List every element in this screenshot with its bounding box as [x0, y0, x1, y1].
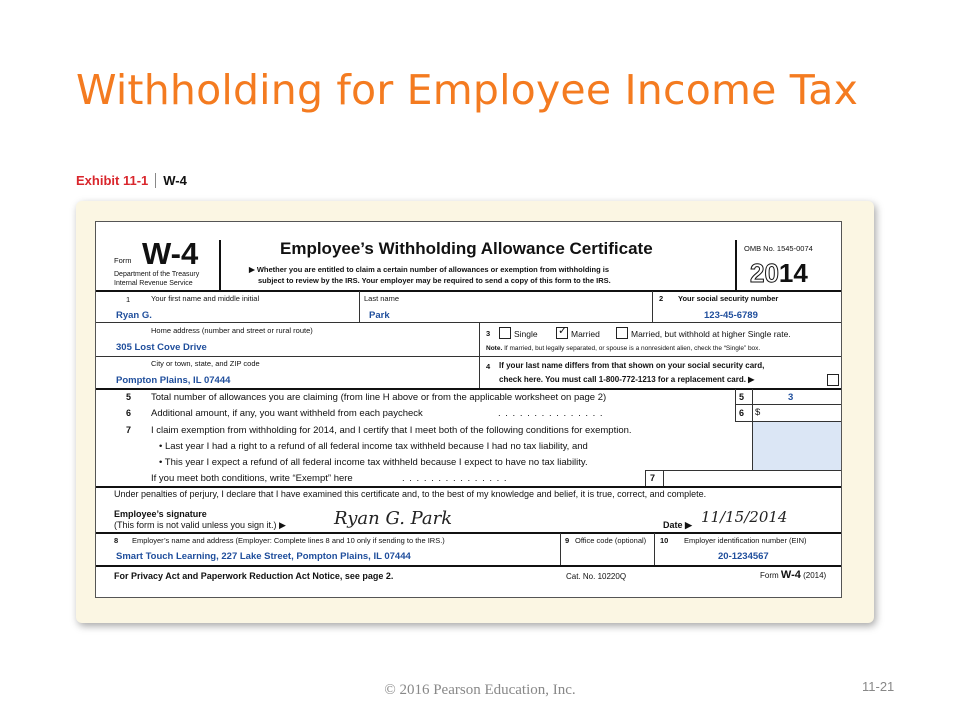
line10-label: Employer identification number (EIN): [684, 536, 807, 545]
married-checkmark-icon: ✓: [558, 325, 568, 337]
agency-line-2: Internal Revenue Service: [114, 280, 193, 287]
note-bold: Note.: [486, 345, 503, 352]
cat-number: Cat. No. 10220Q: [566, 572, 627, 581]
line2-number: 2: [659, 294, 664, 303]
signature-note: (This form is not valid unless you sign it.) ▶: [114, 520, 286, 530]
form-heading: Employee’s Withholding Allowance Certificate: [280, 239, 653, 258]
single-checkbox[interactable]: [499, 327, 511, 339]
line6-dots: . . . . . . . . . . . . . . .: [498, 408, 604, 419]
exhibit-label: Exhibit 11-1: [76, 173, 149, 188]
additional-amount-value[interactable]: $: [755, 407, 761, 418]
line7-shaded-area: [753, 422, 841, 470]
first-name-value[interactable]: Ryan G.: [116, 310, 152, 321]
line3-number: 3: [486, 329, 491, 338]
header-divider-left: [219, 240, 221, 290]
divider-line7-value: [663, 470, 664, 486]
form-word: Form: [114, 256, 132, 265]
line7-text: I claim exemption from withholding for 2014, and I certify that I meet both of the following conditions for exemption.: [151, 425, 632, 436]
line8-number: 8: [114, 536, 119, 545]
line10-number: 10: [660, 536, 669, 545]
line7-dots: . . . . . . . . . . . . . . .: [402, 473, 508, 484]
slide-title: Withholding for Employee Income Tax: [76, 66, 859, 114]
footer-form-year: (2014): [803, 571, 827, 580]
rule-line1: [96, 322, 841, 323]
divider-line7-box: [645, 470, 646, 486]
line9-label: Office code (optional): [575, 536, 647, 545]
divider-lastname: [359, 291, 360, 322]
rule-city: [96, 388, 841, 390]
address-label: Home address (number and street or rural route): [151, 326, 313, 335]
employee-signature[interactable]: Ryan G. Park: [334, 508, 453, 529]
divider-line10: [654, 533, 655, 565]
form-year: [750, 258, 808, 289]
rule-header: [96, 290, 841, 292]
line8-label: Employer’s name and address (Employer: Complete lines 8 and 10 only if sending to the IRS.): [132, 536, 445, 545]
rule-signature: [96, 532, 841, 534]
instruction-line-2: subject to review by the IRS. Your employer may be required to send a copy of this form to the IRS.: [258, 276, 611, 285]
employer-value[interactable]: Smart Touch Learning, 227 Lake Street, Pompton Plains, IL 07444: [116, 551, 411, 562]
date-label: Date ▶: [663, 520, 692, 530]
last-name-label: Last name: [364, 294, 400, 303]
line2-label: Your social security number: [678, 294, 779, 303]
line7-number: 7: [126, 425, 132, 435]
w4-form: [95, 221, 842, 598]
line4-checkbox[interactable]: [827, 374, 839, 386]
line4-text-2: check here. You must call 1-800-772-1213 for a replacement card. ▶: [499, 375, 755, 384]
line5-text: Total number of allowances you are claiming (from line H above or from the applicable worksheet on page 2): [151, 392, 607, 403]
exhibit-name: W-4: [163, 173, 187, 188]
married-label: Married: [571, 329, 600, 339]
line5-number: 5: [126, 392, 132, 402]
rule-line7: [96, 486, 841, 488]
ein-value[interactable]: 20-1234567: [718, 551, 769, 562]
line7-bullet-1: • Last year I had a right to a refund of all federal income tax withheld because I had no tax liability, and: [159, 441, 588, 452]
line9-number: 9: [565, 536, 570, 545]
married-higher-label: Married, but withhold at higher Single rate.: [631, 329, 791, 339]
city-label: City or town, state, and ZIP code: [151, 359, 260, 368]
line7-bullet-3: If you meet both conditions, write “Exempt” here: [151, 473, 353, 484]
line4-number: 4: [486, 362, 491, 371]
line6-text: Additional amount, if any, you want withheld from each paycheck: [151, 408, 423, 419]
perjury-statement: Under penalties of perjury, I declare that I have examined this certificate and, to the best of my knowledge and belief, it is true, correct, and complete.: [114, 489, 707, 499]
divider-ssn: [652, 291, 653, 322]
privacy-notice: For Privacy Act and Paperwork Reduction Act Notice, see page 2.: [114, 571, 394, 581]
form-footer-id: [760, 569, 826, 581]
rule-address: [96, 356, 841, 357]
rule-line5: [735, 404, 841, 405]
allowances-value[interactable]: 3: [788, 392, 794, 403]
status-note: [486, 345, 760, 352]
rule-line7-top: [645, 470, 841, 471]
exhibit-caption: [76, 173, 187, 188]
ssn-value[interactable]: 123-45-6789: [704, 310, 758, 321]
line7-bullet-2: • This year I expect a refund of all federal income tax withheld because I expect to have no tax liability.: [159, 457, 588, 468]
copyright-footer: © 2016 Pearson Education, Inc.: [384, 682, 576, 698]
line7-box-number: 7: [650, 473, 656, 483]
last-name-value[interactable]: Park: [369, 310, 390, 321]
rule-line8: [96, 565, 841, 567]
instruction-line-1: ▶ Whether you are entitled to claim a certain number of allowances or exemption from withholding is: [249, 265, 609, 274]
married-checkbox[interactable]: [556, 327, 568, 339]
city-value[interactable]: Pompton Plains, IL 07444: [116, 375, 231, 386]
address-value[interactable]: 305 Lost Cove Drive: [116, 342, 207, 353]
footer-form-word: Form: [760, 571, 779, 580]
line4-text-1: If your last name differs from that shown on your social security card,: [499, 361, 765, 370]
line6-number: 6: [126, 408, 132, 418]
line5-box-number: 5: [739, 392, 745, 402]
footer-form-name: W-4: [780, 569, 801, 581]
signature-label: Employee’s signature: [114, 509, 207, 519]
line6-box-number: 6: [739, 408, 745, 418]
divider-line9: [560, 533, 561, 565]
line1-label: Your first name and middle initial: [151, 294, 260, 303]
year-bold: 14: [778, 258, 808, 288]
year-outline: 20: [750, 258, 779, 288]
note-text: If married, but legally separated, or spouse is a nonresident alien, check the “Single” box.: [504, 345, 761, 352]
header-divider-right: [735, 240, 737, 290]
divider-line5-box: [735, 389, 736, 421]
signature-date[interactable]: 11/15/2014: [701, 508, 788, 526]
omb-number: OMB No. 1545-0074: [744, 244, 813, 253]
page-number: 11-21: [862, 679, 895, 694]
agency-line-1: Department of the Treasury: [114, 271, 200, 278]
line1-number: 1: [126, 295, 131, 304]
form-name: W-4: [142, 236, 199, 271]
single-label: Single: [514, 329, 538, 339]
married-higher-checkbox[interactable]: [616, 327, 628, 339]
exhibit-divider: [155, 173, 156, 188]
